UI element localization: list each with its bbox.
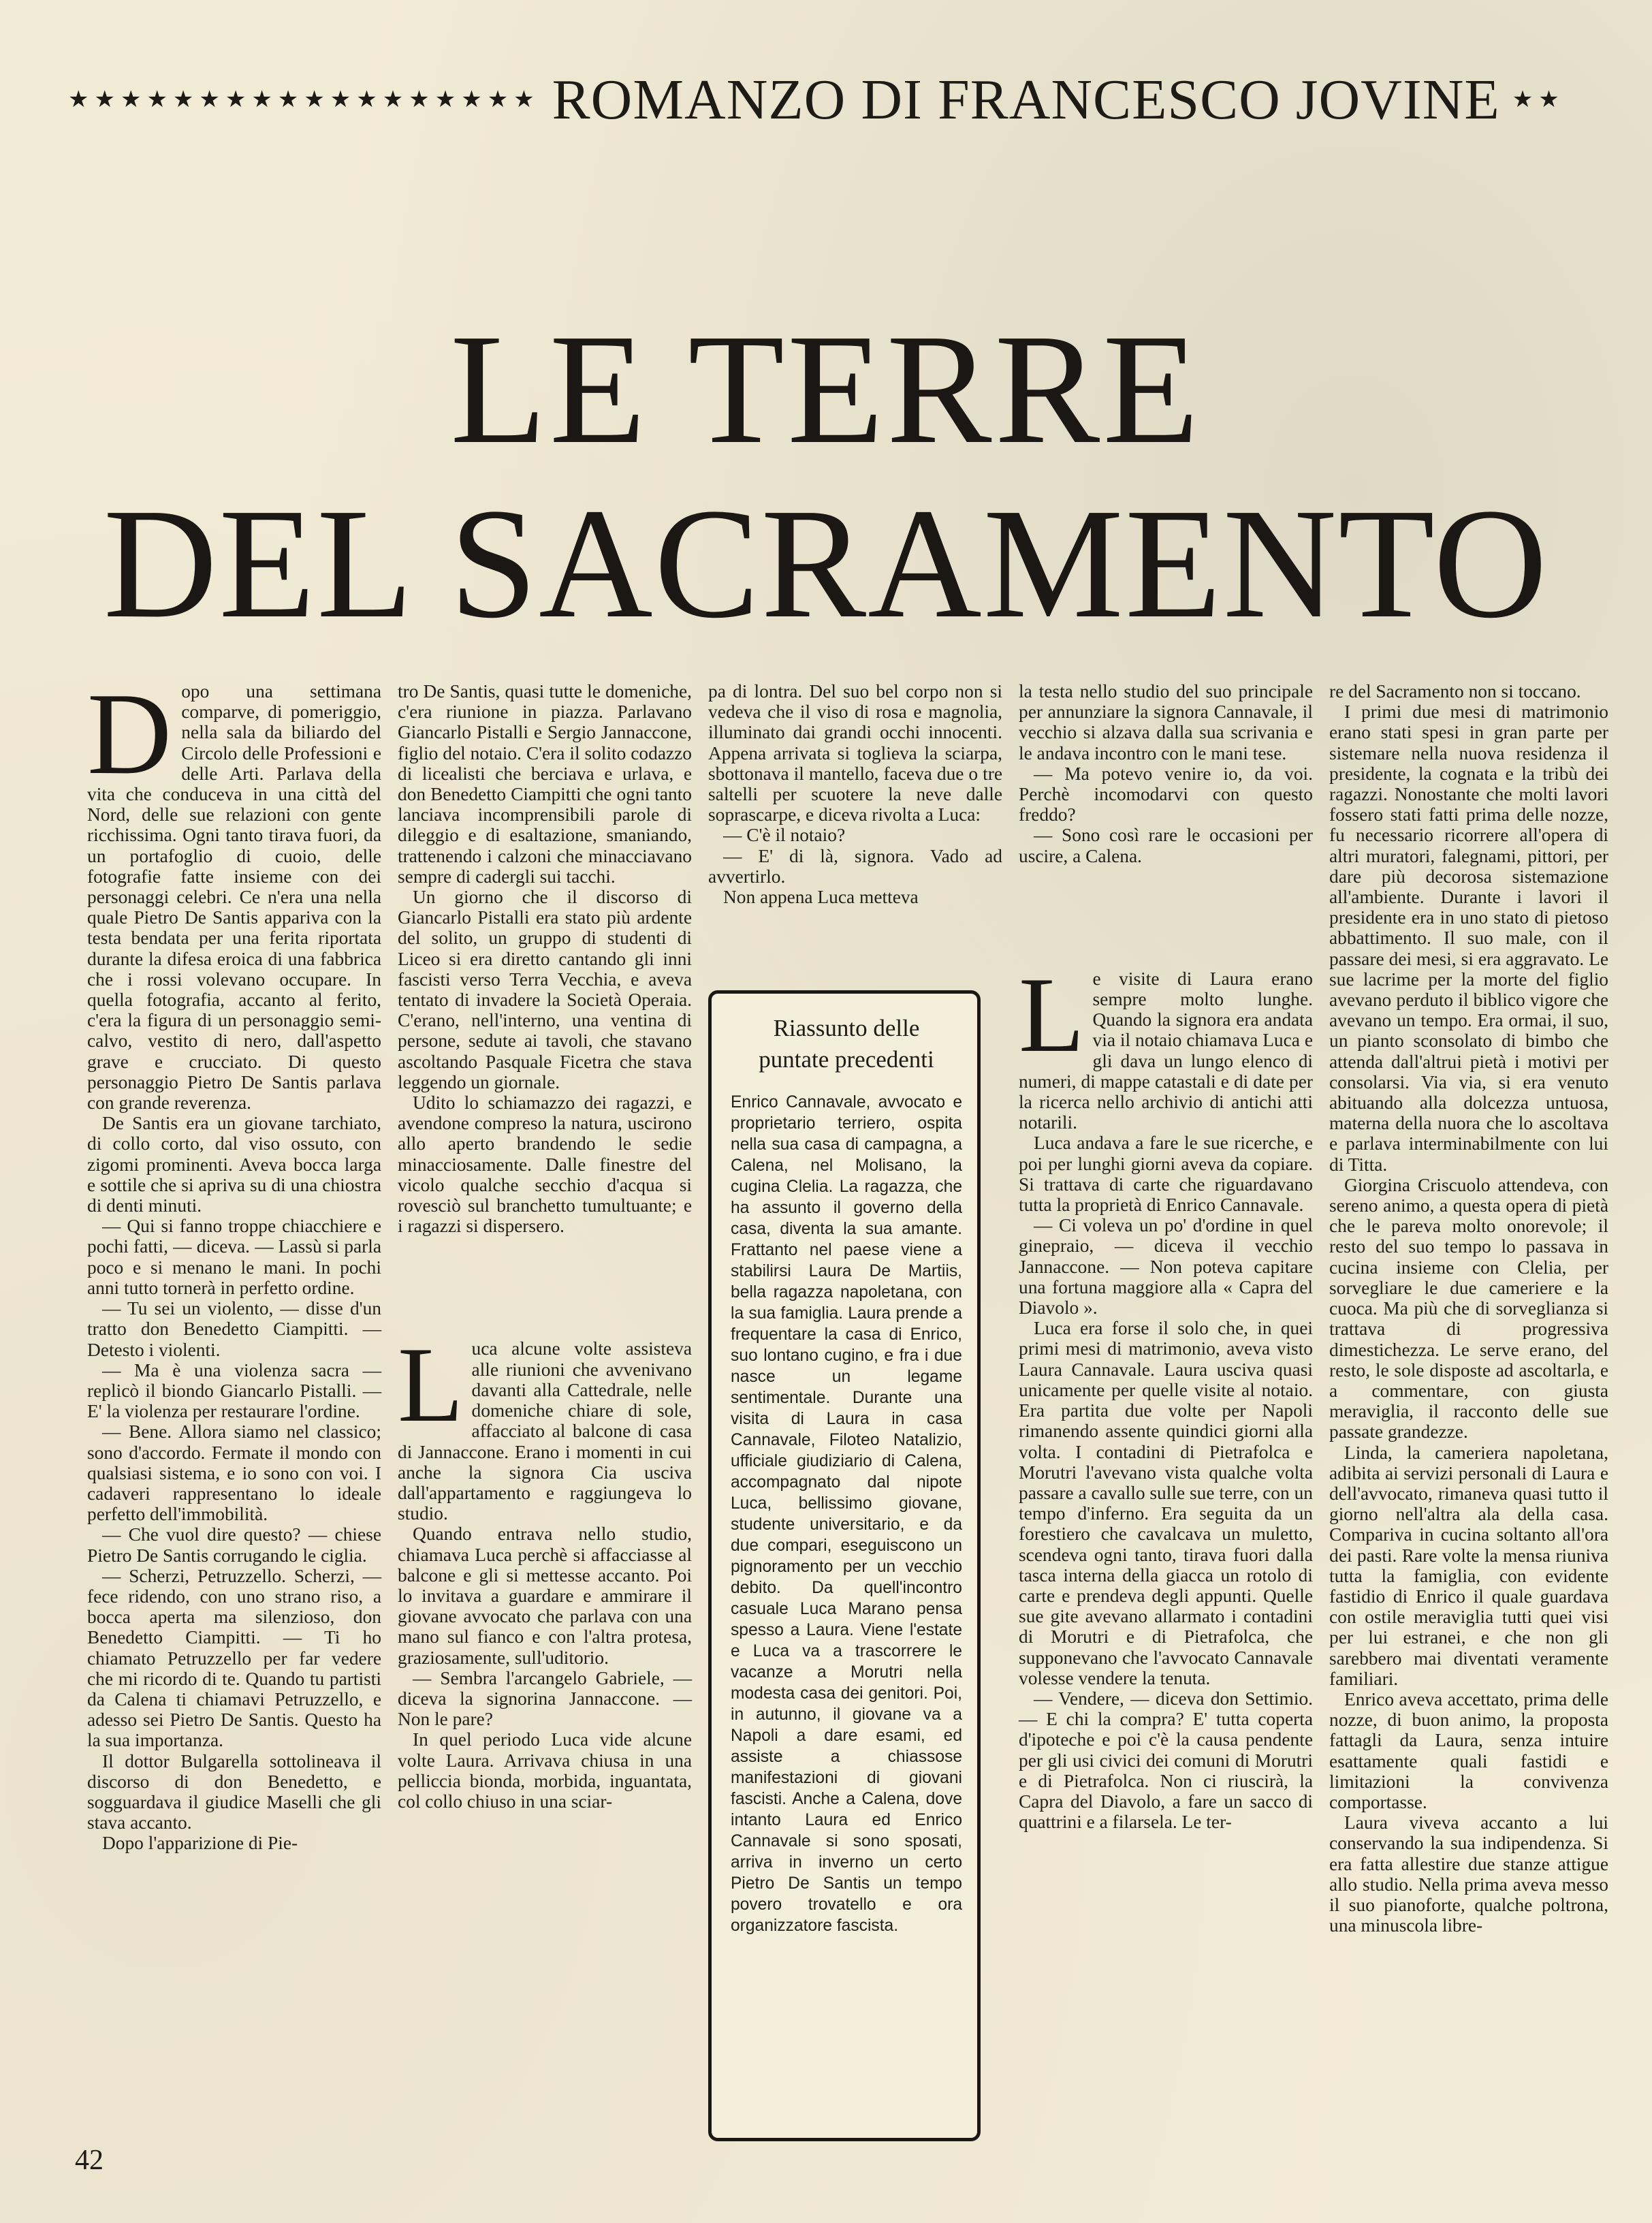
summary-title-line-1: Riassunto delle: [773, 1015, 920, 1041]
column-spacer: [1019, 866, 1313, 968]
paragraph: — Scherzi, Petruzzello. Scherzi, — fece ridendo, con uno strano riso, a bocca aperta ma silenzioso, don Benedetto Ciampitti. — Ti ho chiamato Petruzzello per far vedere che mi ricordo di te. Quando tu partisti da Calena ti chiamavi Petruzzello, e adesso sei Pietro De Santis. Questo ha la sua importanza.: [87, 1565, 381, 1751]
star-row-right: ★★: [1512, 86, 1565, 113]
summary-title: [731, 1013, 962, 1075]
paragraph: Giorgina Criscuolo attendeva, con sereno animo, a questa opera di pietà che le pareva molto onorevole; il resto del suo tempo lo passava in cucina insieme con Clelia, per sorvegliare le due cameriere e la cuoca. Ma più che di sorveglianza si trattava di progressiva dimestichezza. Le serve erano, del resto, le sole disposte ad ascoltarla, e a commentare, con giusta meraviglia, il racconto delle sue passate grandezze.: [1329, 1174, 1608, 1442]
paragraph: In quel periodo Luca vide alcune volte Laura. Arrivava chiusa in una pelliccia bionda, morbida, inguantata, col collo chiuso in una sciar-: [398, 1729, 692, 1812]
paragraph: Enrico aveva accettato, prima delle nozze, di buon animo, la proposta fattagli da Laura, senza intuire esattamente quali fastidi e limitazioni la convivenza comportasse.: [1329, 1688, 1608, 1812]
paragraph: — Qui si fanno troppe chiacchiere e pochi fatti, — diceva. — Lassù si parla poco e si menano le mani. In pochi anni tutto tornerà in perfetto ordine.: [87, 1216, 381, 1298]
paragraph: Il dottor Bulgarella sottolineava il discorso di don Benedetto, e sogguardava il giudice Maselli che gli stava accanto.: [87, 1750, 381, 1833]
paragraph: Non appena Luca metteva: [723, 887, 919, 908]
paragraph: — Ma è una violenza sacra — replicò il biondo Giancarlo Pistalli. — E' la violenza per restaurare l'ordine.: [87, 1359, 381, 1422]
paragraph: De Santis era un giovane tarchiato, di collo corto, dal viso ossuto, con zigomi prominenti. Aveva bocca larga e sottile che si apriva su di una chiostra di denti minuti.: [87, 1113, 381, 1216]
column-spacer: [398, 1236, 692, 1338]
paragraph: re del Sacramento non si toccano.: [1329, 681, 1581, 701]
paragraph: pa di lontra. Del suo bel corpo non si vedeva che il viso di rosa e magnolia, illuminato dai grandi occhi innocenti. Appena arrivata si toglieva la sciarpa, sbottonava il mantello, faceva due o tre saltelli per scuotere la neve dalle soprascarpe, e diceva rivolta a Luca:: [708, 681, 1002, 825]
title-line-2: DEL SACRAMENTO: [103, 476, 1549, 651]
paragraph: — Tu sei un violento, — disse d'un tratto don Benedetto Ciampitti. — Detesto i violenti.: [87, 1298, 381, 1360]
paragraph: tro De Santis, quasi tutte le domeniche, c'era riunione in piazza. Parlavano Giancarlo Pistalli e Sergio Jannaccone, figlio del notaio. C'era il solito codazzo di licealisti che berciava e urlava, e don Benedetto Ciampitti che ogni tanto lanciava incomprensibili parole di dileggio e di esaltazione, smaniando, trattenendo i calzoni che minacciavano sempre di cadergli sui tacchi.: [398, 681, 692, 887]
series-header: [68, 65, 1652, 133]
paragraph: Laura viveva accanto a lui conservando la sua indipendenza. Si era fatta allestire due stanze attigue allo studio. Nella prima aveva messo il suo pianoforte, qualche poltrona, una minuscola libre-: [1329, 1812, 1608, 1936]
article-column-1: [87, 669, 381, 1854]
summary-box: [708, 990, 981, 2141]
paragraph: e visite di Laura erano sempre molto lunghe. Quando la signora era andata via il notaio chiamava Luca e gli dava un lungo elenco di numeri, di mappe catastali e di date per la ricerca nello archivio di antichi atti notarili.: [1019, 968, 1313, 1133]
paragraph: uca alcune volte assisteva alle riunioni che avvenivano davanti alla Cattedrale, nelle domeniche chiare di sole, affacciato al balcone di casa di Jannaccone. Erano i momenti in cui anche la signora Cia usciva dall'appartamento e raggiungeva lo studio.: [398, 1338, 692, 1524]
article-column-5: [1329, 681, 1608, 1936]
paragraph: Quando entrava nello studio, chiamava Luca perchè si affacciasse al balcone e gli si mettesse accanto. Poi lo invitava a guardare e ammirare il giovane avvocato che parlava con una mano sul fianco e con l'altra protesa, graziosamente, sull'uditorio.: [398, 1524, 692, 1668]
paragraph: Udito lo schiamazzo dei ragazzi, e avendone compreso la natura, uscirono allo aperto brandendo le sedie minacciosamente. Dalle finestre del vicolo qualche secchio d'acqua si rovesciò sul branchetto tumultuante; e i ragazzi si dispersero.: [398, 1092, 692, 1237]
paragraph: la testa nello studio del suo principale per annunziare la signora Cannavale, il vecchio si alzava dalla sua scrivania e le andava incontro con le mani tese.: [1019, 681, 1313, 763]
title-line-1: LE TERRE: [450, 302, 1202, 477]
paragraph: — Vendere, — diceva don Settimio. — E chi la compra? E' tutta coperta d'ipoteche e poi c'è la causa pendente per gli usi civici dei comuni di Morutri e di Pietrafolca. Non ci riuscirà, la Capra del Diavolo, a fare un sacco di quattrini e a filarsela. Le ter-: [1019, 1688, 1313, 1833]
page-number: 42: [75, 2145, 104, 2176]
paragraph: Luca era forse il solo che, in quei primi mesi di matrimonio, aveva visto Laura Cannavale. Laura usciva quasi unicamente per quelle visite al notaio. Era partita due volte per Napoli rimanendo assente quindici giorni alla volta. I contadini di Pietrafolca e Morutri l'avevano vista qualche volta passare a cavallo sulle sue terre, con un tempo d'inferno. Era seguita da un forestiero che cavalcava un muletto, scendeva ogni tanto, tirava fuori dalla tasca interna della giacca un rotolo di carte e prendeva degli appunti. Quelle sue gite avevano allarmato i contadini di Morutri e di Pietrafolca, che supponevano che l'avvocato Cannavale volesse vendere la tenuta.: [1019, 1318, 1313, 1688]
drop-cap-l: L: [1019, 955, 1085, 1075]
drop-cap-l: L: [398, 1325, 464, 1445]
paragraph: — Sono così rare le occasioni per uscire, a Calena.: [1019, 825, 1313, 866]
paragraph: — Che vuol dire questo? — chiese Pietro De Santis corrugando le ciglia.: [87, 1524, 381, 1566]
paragraph: opo una settimana comparve, di pomeriggio, nella sala da biliardo del Circolo delle Professioni e delle Arti. Parlava della vita che conduceva in una città del Nord, delle sue relazioni con gente ricchissima. Ogni tanto tirava fuori, da un portafoglio di cuoio, delle fotografie fatte insieme con dei personaggi celebri. Ce n'era una nella quale Pietro De Santis appariva con la testa bendata per una ferita riportata durante la difesa eroica di una fabbrica che i rossi volevano occupare. In quella fotografia, accanto al ferito, c'era la figura di un personaggio semi-calvo, vestito di nero, dall'aspetto grave e crucciato. Di questo personaggio Pietro De Santis parlava con grande reverenza.: [87, 681, 381, 1114]
paragraph: Luca andava a fare le sue ricerche, e poi per lunghi giorni aveva da copiare. Si trattava di carte che riguardavano tutta la proprietà di Enrico Cannavale.: [1019, 1133, 1313, 1216]
star-row-left: ★★★★★★★★★★★★★★★★★★: [68, 86, 540, 113]
summary-title-line-2: puntate precedenti: [759, 1046, 934, 1073]
paragraph: — E' di là, signora. Vado ad avvertirlo.: [708, 845, 1002, 887]
paragraph: Linda, la cameriera napoletana, adibita ai servizi personali di Laura e dell'avvocato, rimaneva quasi tutto il giorno nell'altra ala della casa. Compariva in cucina soltanto all'ora dei pasti. Rare volte la mensa riuniva tutta la famiglia, con evidente fastidio di Enrico il quale guardava con ostile meraviglia tutti quei visi per lui estranei, e che non gli sarebbero mai diventati veramente familiari.: [1329, 1442, 1608, 1689]
paragraph: Dopo l'apparizione di Pie-: [102, 1833, 298, 1854]
paragraph: — C'è il notaio?: [723, 825, 846, 846]
paragraph: — Sembra l'arcangelo Gabriele, — diceva la signorina Jannaccone. — Non le pare?: [398, 1667, 692, 1730]
series-title: ROMANZO DI FRANCESCO JOVINE: [552, 67, 1500, 131]
paragraph: — Ma potevo venire io, da voi. Perchè incomodarvi con questo freddo?: [1019, 763, 1313, 825]
summary-body: Enrico Cannavale, avvocato e proprietario terriero, ospita nella sua casa di campagna, a Calena, nel Molisano, la cugina Clelia. La ragazza, che ha assunto il governo della casa, diventa la sua amante. Frattanto nel paese viene a stabilirsi Laura De Martiis, bella ragazza napoletana, con la sua famiglia. Laura prende a frequentare la casa di Enrico, suo lontano cugino, e fra i due nasce un legame sentimentale. Durante una visita di Laura in casa Cannavale, Filoteo Natalizio, ufficiale giudiziario di Calena, accompagnato dal nipote Luca, bellissimo giovane, studente universitario, e da due compari, eseguiscono un pignoramento per un vecchio debito. Da quell'incontro casuale Luca Marano pensa spesso a Laura. Viene l'estate e Luca va a trascorrere le vacanze a Morutri nella modesta casa dei genitori. Poi, in autunno, il giovane va a Napoli a dare esami, ed assiste a chiassose manifestazioni di giovani fascisti. Anche a Calena, dove intanto Laura ed Enrico Cannavale si sono sposati, arriva in inverno un certo Pietro De Santis un tempo povero trovatello e ora organizzatore fascista.: [731, 1093, 962, 1935]
drop-cap-d: D: [87, 669, 172, 799]
paragraph: Un giorno che il discorso di Giancarlo Pistalli era stato più ardente del solito, un gruppo di studenti di Liceo si era diretto cantando gli inni fascisti verso Terra Vecchia, e aveva tentato di invadere la Società Operaia. C'erano, nell'interno, una ventina di persone, sedute ai tavoli, che stavano ascoltando Pasquale Ficetra che stava leggendo un giornale.: [398, 887, 692, 1092]
article-column-2: [398, 681, 692, 1812]
paragraph: I primi due mesi di matrimonio erano stati spesi in gran parte per sistemare nella nuova residenza il presidente, la cognata e la tribù dei ragazzi. Nonostante che molti lavori fossero stati fatti prima delle nozze, fu necessario ricorrere all'opera di altri muratori, falegnami, pittori, per dare più decorosa sistemazione all'ambiente. Durante i lavori il presidente era in uno stato di pietoso abbattimento. Il suo male, con il passare dei mesi, si era aggravato. Le sue lacrime per la morte del figlio avevano perduto il biblico vigore che avevano un tempo. Era ormai, il suo, un pianto sconsolato di bimbo che attenda dall'altrui pietà i motivi per consolarsi. Via via, si era venuto abituando alla dolcezza untuosa, materna della nuora che lo ascoltava e parlava interminabilmente con lui di Titta.: [1329, 701, 1608, 1175]
article-column-4: [1019, 681, 1313, 1832]
paragraph: — Ci voleva un po' d'ordine in quel ginepraio, — diceva il vecchio Jannaccone. — Non poteva capitare una fortuna maggiore alla « Capra del Diavolo ».: [1019, 1215, 1313, 1319]
article-column-3: [708, 681, 1002, 907]
paragraph: — Bene. Allora siamo nel classico; sono d'accordo. Fermate il mondo con qualsiasi sistema, e io sono con voi. I cadaveri rappresentano lo ideale perfetto dell'immobilità.: [87, 1421, 381, 1525]
